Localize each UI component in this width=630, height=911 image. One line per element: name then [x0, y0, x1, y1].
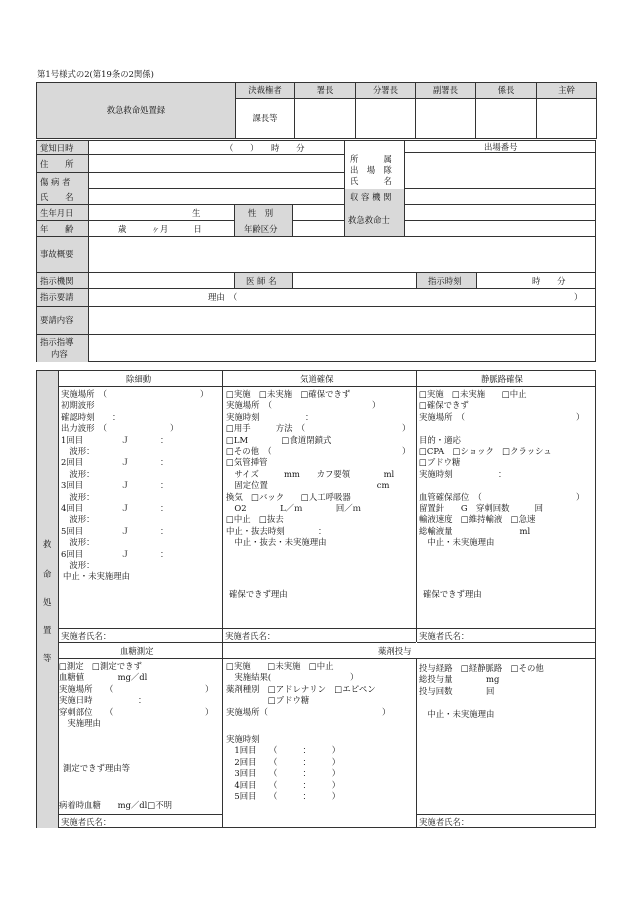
- iv-line: 留置針 G 穿刺回数 回: [419, 503, 543, 513]
- colon: ：: [160, 457, 169, 468]
- recognition-time-value: （ ） 時 分: [225, 143, 305, 153]
- drug-right-line: 総投与量 mg: [419, 674, 500, 685]
- colon: ：: [138, 695, 147, 706]
- info-section: [36, 140, 596, 362]
- stamp-cell[interactable]: [416, 99, 476, 139]
- header-table: [36, 82, 597, 139]
- defib-line: 波形：: [61, 468, 95, 479]
- joule-unit: Ｊ: [121, 548, 130, 559]
- iv-line: 血管確保部位 （: [419, 491, 482, 502]
- colon: ：: [160, 503, 169, 513]
- glucose-line: 血糖値 mg／dl: [59, 672, 148, 683]
- airway-line: □中止 □抜去: [226, 514, 284, 525]
- iv-line: □実施 □未実施 □中止: [419, 389, 527, 399]
- colon: ：: [160, 548, 169, 559]
- defib-line: 初期波形: [61, 400, 95, 411]
- unit-name-label: 氏 名: [350, 176, 392, 186]
- stamp-cell[interactable]: [295, 99, 356, 139]
- airway-line: 中止・抜去・未実施理由: [226, 537, 327, 548]
- close-paren: ）: [205, 706, 214, 717]
- iv-line: 総輸液量 ml: [419, 525, 531, 536]
- defib-line: 波形：: [61, 537, 95, 548]
- age-value: 歳 ヶ月 日: [118, 224, 202, 234]
- airway-line: サイズ mm カフ要領 ml: [226, 468, 395, 479]
- instruction-time-value: 時 分: [532, 276, 566, 286]
- defib-line: 波形：: [61, 491, 95, 502]
- airway-operator: 実施者氏名：: [225, 631, 276, 641]
- drug-left-line: 薬剤種別 □アドレナリン □エピペン: [226, 683, 376, 694]
- glucose-line: 実施理由: [59, 718, 101, 728]
- defib-line: 波形：: [61, 560, 95, 570]
- form-number: 第1号様式の2(第19条の2関係): [37, 69, 154, 79]
- colon: ：: [318, 525, 327, 536]
- defib-line: 5回目: [61, 525, 84, 536]
- colon: ：: [305, 411, 314, 422]
- joule-unit: Ｊ: [121, 434, 130, 445]
- colon: ：: [160, 434, 169, 445]
- drug-left-line: □実施 □未実施 □中止: [226, 661, 334, 671]
- close-paren: ）: [350, 672, 359, 683]
- side-label: 処: [43, 597, 52, 607]
- defib-line: 4回目: [61, 503, 84, 513]
- airway-line: □気管挿管: [226, 457, 268, 468]
- glucose-line: □測定 □測定できず: [59, 661, 142, 671]
- address-label: 住 所: [40, 159, 74, 169]
- dispatch-unit-label: 出 場 隊: [350, 165, 392, 175]
- defib-line: 実施場所 （: [61, 389, 108, 399]
- airway-line: O2 L／ｍ 回／ｍ: [226, 503, 362, 513]
- drug-right-line: 中止・未実施理由: [419, 708, 495, 719]
- joule-unit: Ｊ: [121, 525, 130, 536]
- drug-left-line: 4回目 （ ： ）: [226, 779, 341, 790]
- airway-line: □LM □食道閉鎖式: [226, 434, 332, 445]
- drug-left-line: 実施場所（: [226, 706, 268, 717]
- accident-label: 事故概要: [40, 249, 74, 259]
- approval-row-label: 課長等: [236, 99, 295, 139]
- close-paren: ）: [200, 389, 209, 399]
- glucose-title: 血糖測定: [120, 646, 154, 656]
- instruction-time-label: 指示時刻: [428, 276, 462, 286]
- age-category-label: 年齢区分: [244, 224, 278, 234]
- iv-line: □CPA □ショック □クラッシュ: [419, 446, 552, 456]
- drug-left-line: 5回目 （ ： ）: [226, 790, 341, 801]
- colon: ：: [160, 480, 169, 491]
- approval-header: 署長: [295, 83, 356, 99]
- airway-line: 実施場所 （: [226, 400, 273, 411]
- glucose-line: 実施場所 （: [59, 683, 114, 694]
- airway-line: 固定位置 cm: [226, 480, 390, 491]
- defib-line: 波形：: [61, 514, 95, 525]
- name-label: 氏 名: [40, 192, 74, 202]
- birth-date-label: 生年月日: [40, 208, 74, 218]
- iv-line: □確保できず: [419, 400, 469, 411]
- defib-line: 6回目: [61, 548, 84, 559]
- close-paren: ）: [402, 446, 411, 456]
- airway-line: □その他 （: [226, 446, 272, 456]
- defib-line: 確認時刻: [61, 411, 95, 422]
- side-label: 置: [43, 625, 52, 635]
- glucose-operator: 実施者氏名：: [61, 817, 112, 827]
- colon: ：: [112, 411, 121, 422]
- airway-line: 実施時刻: [226, 411, 260, 422]
- approval-header: 分署長: [356, 83, 416, 99]
- close-paren: ）: [382, 706, 391, 717]
- iv-line: □ブドウ糖: [419, 457, 461, 468]
- airway-line: 中止・抜去時刻: [226, 525, 285, 536]
- form-title: 救急救命処置録: [37, 83, 236, 139]
- drug-left-line: 実施時刻: [226, 733, 260, 744]
- iv-title: 静脈路確保: [481, 374, 523, 384]
- defib-title: 除細動: [126, 374, 152, 384]
- drug-right-line: 投与回数 回: [419, 685, 495, 696]
- guidance-label: 指示指導: [40, 337, 74, 347]
- iv-line: 実施時刻: [419, 468, 453, 479]
- dispatch-number-label: 出場番号: [484, 142, 518, 152]
- defib-line: 3回目: [61, 480, 84, 491]
- close-paren: ）: [576, 491, 585, 502]
- paramedic-label: 救急救命士: [348, 215, 390, 225]
- birth-suffix: 生: [192, 208, 201, 218]
- iv-line: 中止・未実施理由: [419, 537, 495, 548]
- approval-header: 主幹: [537, 83, 597, 99]
- glucose-line: 穿刺部位 （: [59, 706, 114, 717]
- reason-close: ）: [574, 292, 583, 302]
- reason-label: 理由 （: [208, 292, 238, 302]
- close-paren: ）: [205, 683, 214, 694]
- side-label: 命: [43, 569, 52, 579]
- joule-unit: Ｊ: [121, 503, 130, 513]
- approval-header: 副署長: [416, 83, 476, 99]
- defib-operator: 実施者氏名：: [61, 631, 112, 641]
- affiliation-label: 所 属: [350, 154, 392, 164]
- defib-line: 2回目: [61, 457, 84, 468]
- iv-line: 輸液速度 □維持輸液 □急速: [419, 514, 536, 525]
- request-label: 指示要請: [40, 292, 74, 302]
- airway-line: □用手 方法 （: [226, 423, 306, 434]
- iv-line: 目的・適応: [419, 434, 461, 445]
- iv-operator: 実施者氏名：: [419, 631, 470, 641]
- instruction-org-label: 指示機関: [40, 276, 74, 286]
- joule-unit: Ｊ: [121, 457, 130, 468]
- colon: ：: [498, 468, 507, 479]
- defib-line: 波形：: [61, 446, 95, 456]
- sex-label: 性 別: [248, 208, 274, 218]
- drug-left-line: 実施結果(: [226, 672, 272, 683]
- close-paren: ）: [372, 400, 381, 411]
- stamp-cell[interactable]: [476, 99, 537, 139]
- drug-left-line: 3回目 （ ： ）: [226, 768, 341, 779]
- doctor-label: 医 師 名: [246, 276, 277, 286]
- side-label: 等: [43, 653, 52, 663]
- approval-header: 決裁権者: [236, 83, 295, 99]
- defib-line: 中止・未実施理由: [63, 571, 130, 582]
- glucose-reason: 測定できず理由等: [63, 763, 130, 773]
- drug-title: 薬剤投与: [378, 646, 412, 656]
- guidance-label-2: 内容: [51, 349, 68, 359]
- drug-right-line: 投与経路 □経静脈路 □その他: [419, 663, 544, 673]
- request-content-label: 要請内容: [40, 315, 74, 325]
- drug-left-line: 1回目 （ ： ）: [226, 745, 341, 756]
- stamp-cell[interactable]: [537, 99, 597, 139]
- recognition-time-label: 覚知日時: [40, 143, 74, 153]
- approval-header: 係長: [476, 83, 537, 99]
- side-label: 救: [43, 539, 52, 549]
- airway-title: 気道確保: [300, 374, 334, 384]
- iv-reason: 確保できず理由: [423, 589, 482, 599]
- stamp-cell[interactable]: [356, 99, 416, 139]
- defib-line: 出力波形 （: [61, 423, 108, 434]
- glucose-onset: 病着時血糖 mg／dl□不明: [59, 800, 173, 810]
- drug-operator: 実施者氏名：: [419, 817, 470, 827]
- close-paren: ）: [576, 411, 585, 422]
- drug-left-line: 2回目 （ ： ）: [226, 756, 341, 767]
- joule-unit: Ｊ: [121, 480, 130, 491]
- drug-left-line: □ブドウ糖: [226, 695, 310, 706]
- airway-line: □実施 □未実施 □確保できず: [226, 389, 351, 399]
- close-paren: ）: [170, 423, 179, 434]
- airway-line: 換気 □バック □人工呼吸器: [226, 491, 351, 502]
- close-paren: ）: [402, 423, 411, 434]
- iv-line: 実施場所 （: [419, 411, 466, 422]
- patient-label: 傷 病 者: [40, 177, 71, 187]
- defib-line: 1回目: [61, 434, 84, 445]
- hospital-label: 収 容 機 関: [350, 192, 392, 202]
- airway-reason: 確保できず理由: [229, 589, 288, 599]
- age-label: 年 齢: [40, 224, 74, 234]
- colon: ：: [160, 525, 169, 536]
- glucose-line: 実施日時: [59, 695, 93, 706]
